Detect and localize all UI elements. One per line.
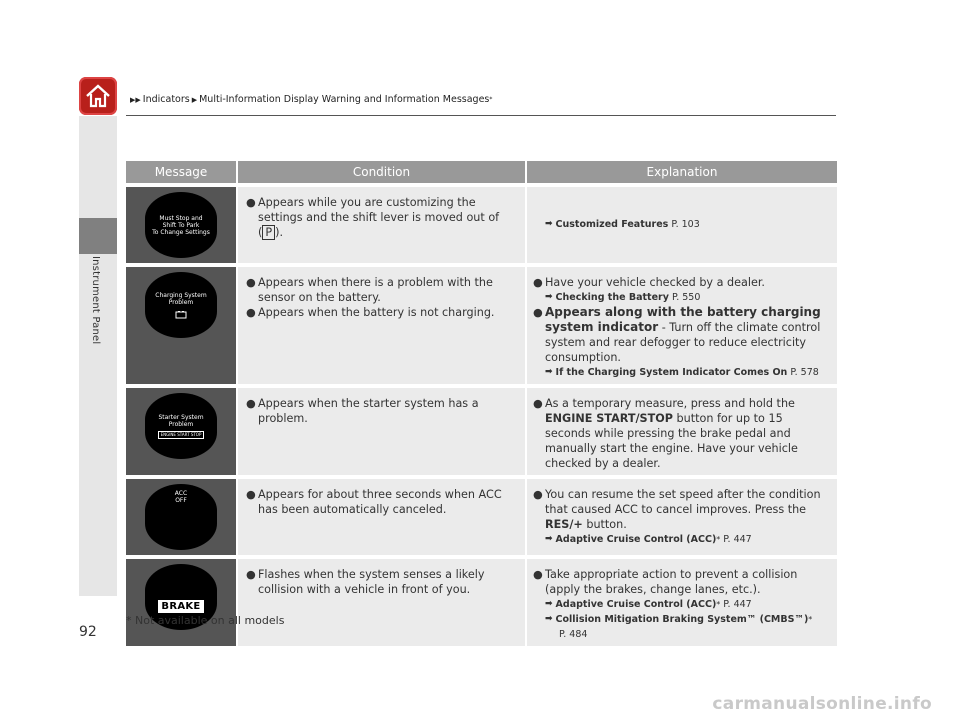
explanation-text: As a temporary measure, press and hold the [545, 397, 795, 410]
message-display-acc [145, 484, 217, 550]
reference-arrow-icon: ➡ [545, 614, 553, 624]
display-text: ACC [174, 490, 188, 497]
reference-title: Collision Mitigation Braking System™ (CMBS™) [555, 614, 809, 625]
condition-text: Flashes when the system senses a likely collision with a vehicle in front of you. [258, 568, 485, 596]
display-text: To Change Settings [152, 228, 210, 236]
display-text: Problem [168, 420, 194, 428]
reference-page: P. 447 [723, 534, 752, 545]
explanation-text: - Turn off the climate control system and rear defogger to reduce electricity consumption. [545, 321, 821, 364]
explanation-cell [527, 187, 837, 263]
reference-link[interactable] [545, 290, 831, 305]
explanation-text: button for up to 15 seconds while pressing the brake pedal and manually start the engine. Have your vehicle checked by a dealer. [545, 412, 798, 470]
condition-cell [236, 479, 527, 555]
column-header-message: Message [126, 161, 236, 183]
condition-cell [236, 559, 527, 646]
bullet-icon: ● [246, 306, 256, 319]
explanation-text: Have your vehicle checked by a dealer. [545, 276, 765, 289]
reference-title: If the Charging System Indicator Comes On [555, 367, 788, 378]
explanation-bold: ENGINE START/STOP [545, 412, 673, 425]
reference-arrow-icon: ➡ [545, 599, 553, 609]
reference-title: Adaptive Cruise Control (ACC) [555, 599, 717, 610]
reference-link[interactable] [545, 217, 831, 232]
explanation-bold: RES/+ [545, 518, 583, 531]
condition-text: Appears when the battery is not charging. [258, 306, 495, 319]
breadcrumb-item-indicators[interactable]: Indicators [142, 94, 190, 105]
bullet-icon: ● [533, 488, 543, 501]
sidebar-section-tab[interactable] [79, 218, 117, 254]
column-header-condition: Condition [236, 161, 527, 183]
explanation-cell [527, 559, 837, 646]
reference-link[interactable] [545, 597, 831, 612]
condition-cell [236, 388, 527, 475]
message-image-cell [126, 187, 236, 263]
footnote-mark: * [808, 615, 813, 624]
page-number: 92 [79, 624, 97, 640]
table-header-row [126, 161, 837, 183]
footnote-mark: * [716, 600, 721, 609]
condition-cell [236, 267, 527, 384]
table-row [126, 479, 837, 555]
reference-link[interactable] [545, 612, 831, 627]
condition-text: Appears for about three seconds when ACC has been automatically canceled. [258, 488, 502, 516]
home-icon [83, 81, 113, 111]
reference-arrow-icon: ➡ [545, 534, 553, 544]
reference-title: Adaptive Cruise Control (ACC) [555, 534, 717, 545]
home-button[interactable] [79, 77, 117, 115]
reference-title: Customized Features [555, 219, 669, 230]
bullet-icon: ● [246, 488, 256, 501]
bullet-icon: ● [246, 397, 256, 410]
breadcrumb [128, 94, 492, 105]
table-row [126, 267, 837, 384]
condition-text: Appears when there is a problem with the sensor on the battery. [258, 276, 493, 304]
footnote: * Not available on all models [126, 614, 285, 627]
display-text: OFF [175, 497, 187, 504]
reference-page: P. 447 [723, 599, 752, 610]
message-image-cell [126, 388, 236, 475]
reference-link[interactable] [545, 365, 831, 380]
explanation-text: Take appropriate action to prevent a collision (apply the brakes, change lanes, etc.). [545, 568, 798, 596]
reference-page: P. 484 [559, 629, 588, 640]
watermark: carmanualsonline.info [712, 694, 932, 714]
engine-start-stop-key-icon: ENGINE START STOP [158, 431, 205, 439]
explanation-cell [527, 479, 837, 555]
bullet-icon: ● [533, 276, 543, 289]
explanation-bold: Appears along with the battery charging system indicator [545, 305, 821, 334]
breadcrumb-arrow-icon: ▶▶ [130, 95, 141, 104]
reference-arrow-icon: ➡ [545, 367, 553, 377]
brake-warning-icon: BRAKE [157, 599, 204, 614]
table-row [126, 187, 837, 263]
reference-page: P. 578 [790, 367, 819, 378]
explanation-cell [527, 388, 837, 475]
breadcrumb-item-messages[interactable]: Multi-Information Display Warning and Information Messages [199, 94, 490, 105]
bullet-icon: ● [246, 276, 256, 289]
bullet-icon: ● [246, 196, 256, 209]
reference-arrow-icon: ➡ [545, 292, 553, 302]
messages-table [126, 157, 837, 650]
display-text: Shift To Park [162, 221, 200, 229]
reference-arrow-icon: ➡ [545, 219, 553, 229]
display-text: Problem [168, 298, 194, 306]
display-text: Charging System [155, 291, 207, 299]
table-row [126, 559, 837, 646]
explanation-text: button. [582, 518, 627, 531]
battery-icon [175, 310, 187, 319]
park-key: P [262, 225, 275, 240]
bullet-icon: ● [533, 397, 543, 410]
reference-title: Checking the Battery [555, 292, 669, 303]
bullet-icon: ● [533, 568, 543, 581]
reference-page: P. 103 [671, 219, 700, 230]
message-display-charging [145, 272, 217, 338]
display-text: Starter System [158, 413, 204, 421]
breadcrumb-arrow-icon: ▶ [191, 95, 198, 104]
message-image-cell [126, 559, 236, 646]
message-image-cell [126, 267, 236, 384]
message-image-cell [126, 479, 236, 555]
column-header-explanation: Explanation [527, 161, 837, 183]
condition-cell: ● Appears while you are customizing the settings and the shift lever is moved out of ( P ). [236, 187, 527, 263]
bullet-icon: ● [533, 306, 543, 319]
condition-text: Appears while you are customizing the settings and the shift lever is moved out of [258, 196, 500, 224]
display-text: Must Stop and [159, 214, 203, 222]
header-rule [126, 115, 836, 116]
explanation-text: You can resume the set speed after the condition that caused ACC to cancel improves. Press the [545, 488, 821, 516]
footnote-mark: * [489, 96, 493, 103]
condition-text: Appears when the starter system has a problem. [258, 397, 479, 425]
footnote-mark: * [716, 535, 721, 544]
message-display-shift-park [145, 192, 217, 258]
reference-link[interactable] [545, 532, 831, 547]
reference-page: P. 550 [671, 292, 701, 303]
sidebar-bar [79, 116, 117, 596]
explanation-cell [527, 267, 837, 384]
sidebar-section-label: Instrument Panel [90, 256, 101, 345]
message-display-starter [145, 393, 217, 459]
table-row [126, 388, 837, 475]
bullet-icon: ● [246, 568, 256, 581]
